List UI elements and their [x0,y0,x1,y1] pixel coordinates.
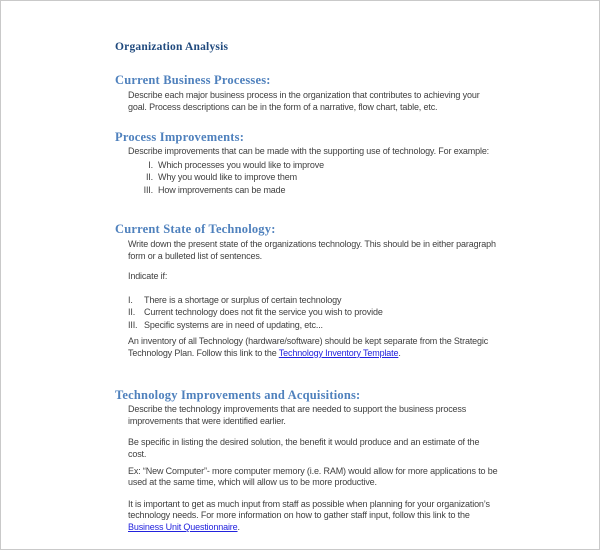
list-item-text: Current technology does not fit the service you wish to provide [144,307,383,318]
list-item [128,319,499,331]
list-number: II. [128,307,136,318]
paragraph [128,499,499,534]
list-item-text: There is a shortage or surplus of certain technology [144,294,342,305]
list-item [128,171,499,183]
list-number: II. [145,172,153,183]
business-unit-questionnaire-link[interactable]: Business Unit Questionnaire [128,521,238,532]
list-item-text: Which processes you would like to improve [158,159,324,170]
roman-numeral-list [115,294,499,331]
paragraph: Write down the present state of the organizations technology. This should be in either paragraph form or a bulleted list of sentences. [128,239,496,261]
document-title: Organization Analysis [115,41,229,53]
section-current-state-of-technology [115,222,499,359]
list-item-text: Specific systems are in need of updating, etc... [144,319,323,330]
list-item [128,294,499,306]
section-process-improvements [115,130,499,196]
paragraph-text: An inventory of all Technology (hardware/software) should be kept separate from the Strategic Technology Plan. Follow this link to the [128,336,489,358]
list-item [128,184,499,196]
section-current-business-processes [115,73,499,113]
list-number: I. [128,294,133,305]
paragraph [128,336,499,359]
paragraph: Indicate if: [128,271,168,282]
paragraph: Describe the technology improvements that are needed to support the business process improvements that were identified earlier. [128,404,467,426]
document-content [1,1,599,534]
technology-inventory-template-link[interactable]: Technology Inventory Template [278,347,399,358]
list-item-text: How improvements can be made [158,184,286,195]
paragraph-text: . [398,347,401,358]
paragraph: Be specific in listing the desired solution, the benefit it would produce and an estimate of the cost. [128,437,480,459]
section-heading: Process Improvements: [115,130,245,145]
section-technology-improvements-and-acquisitions [115,388,499,533]
paragraph-text: . [237,521,240,532]
list-item [128,159,499,171]
section-heading: Current State of Technology: [115,222,276,236]
paragraph-text: It is important to get as much input from staff as possible when planning for your organization’s technology needs. For more information on how to gather staff input, follow this link to the [128,498,490,521]
section-heading: Technology Improvements and Acquisitions: [115,388,361,403]
list-item-text: Why you would like to improve them [158,172,297,183]
list-number: I. [148,159,153,170]
section-heading: Current Business Processes: [115,73,271,87]
list-number: III. [128,319,138,330]
list-item [128,306,499,318]
paragraph: Describe improvements that can be made with the supporting use of technology. For example: [128,146,490,157]
roman-numeral-list [115,159,499,196]
paragraph: Describe each major business process in the organization that contributes to achieving your goal. Process descriptions can be in the form of a narrative, flow chart, table, etc. [128,90,480,112]
list-number: III. [143,184,153,195]
paragraph: Ex: “New Computer”- more computer memory (i.e. RAM) would allow for more applications to be used at the same time, which will allow us to be more productive. [128,465,498,488]
